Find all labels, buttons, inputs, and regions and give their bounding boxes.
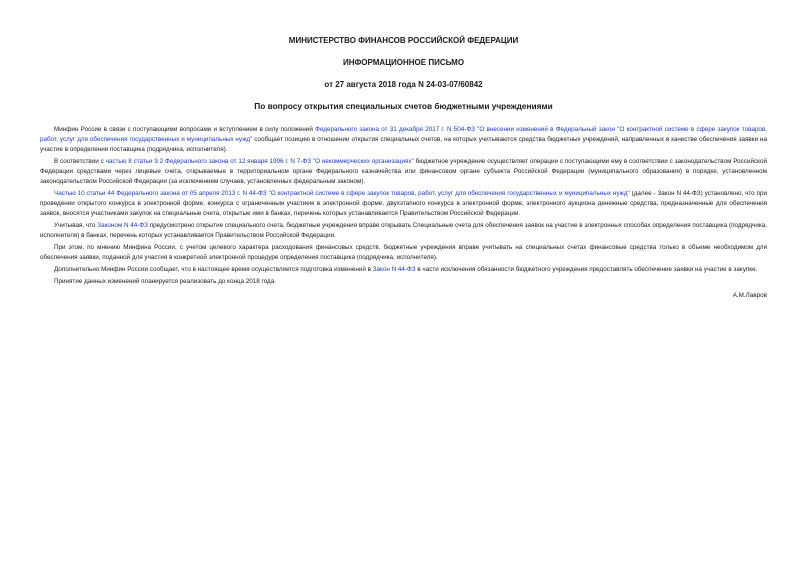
paragraph-5 xyxy=(40,243,767,263)
paragraph-2-text-a: В соответствии с xyxy=(54,158,106,165)
paragraph-6 xyxy=(40,265,767,275)
paragraph-7 xyxy=(40,277,767,287)
paragraph-3 xyxy=(40,189,767,219)
signature: А.М.Лавров xyxy=(732,292,767,299)
paragraph-4 xyxy=(40,221,767,241)
paragraph-1-text-b: сообщает позицию в отношении открытия специальных счетов, на которых учитываются средства бюджетных учреждений, направленных в качестве обеспечения заявки на участие в определении поставщика (подрядчика, исполнителя). xyxy=(40,136,767,153)
paragraph-4-text-b: предусмотрено открытие специального счета, бюджетные учреждения вправе открывать Специальные счета для обеспечения заявок на участие в электронных способах определения поставщика (подрядчика, исполнителя) в банках, перечень которых устанавливается Правительством Российской Федерации. xyxy=(40,222,767,239)
link-law-44-fz[interactable]: Законом N 44-ФЗ xyxy=(97,222,148,229)
paragraph-7-text-a: Принятие данных изменений планируется реализовать до конца 2018 года. xyxy=(54,278,276,285)
paragraph-3-text-a: (далее - Закон N 44-ФЗ) установлено, что при проведении открытого конкурса в электронной форме, конкурса с ограниченным участием в электронной форме, двухэтапного конкурса в электронной форме, электронного аукциона денежные средства, предназначенные для обеспечения заявок, вносятся участниками закупок на специальные счета, открытые ими в банках, перечень которых устанавливается Правительством Российской Федерации. xyxy=(40,190,767,217)
letter-body xyxy=(40,125,767,287)
paragraph-1 xyxy=(40,125,767,155)
paragraph-2-text-b: бюджетное учреждение осуществляет операции с поступающими ему в соответствии с законодательством Российской Федерации средствами через лицевые счета, открываемые в территориальном органе Федерального казначейства или финансовом органе субъекта Российской Федерации (муниципального образования) в порядке, установленном законодательством Российской Федерации (за исключением случаев, установленных федеральным законом). xyxy=(40,158,767,185)
link-law-44-fz-amendments[interactable]: Закон N 44-ФЗ xyxy=(372,266,416,273)
subject-heading: По вопросу открытия специальных счетов бюджетными учреждениями xyxy=(254,101,553,111)
link-law-7-fz[interactable]: частью 8 статьи 9.2 Федерального закона от 12 января 1996 г. N 7-ФЗ "О некоммерческих организациях" xyxy=(105,158,414,165)
date-number-heading: от 27 августа 2018 года N 24-03-07/60842 xyxy=(324,80,483,89)
paragraph-6-text-a: Дополнительно Минфин России сообщает, что в настоящее время осуществляется подготовка изменений в xyxy=(54,266,373,273)
paragraph-5-text-a: При этом, по мнению Минфина России, с учетом целевого характера расходования финансовых средств, бюджетные учреждения вправе учитывать на специальных счетах финансовые средства только в объеме необходимом для обеспечения заявки, поданной для участия в конкретной электронной процедуре определения поставщика (подрядчика, исполнителя). xyxy=(40,244,767,261)
link-law-504-fz[interactable]: Федерального закона от 31 декабря 2017 г. N 504-ФЗ "О внесении изменений в Федеральный закон "О контрактной системе в сфере закупок товаров, работ, услуг для обеспечения государственных и муниципальных нужд" xyxy=(40,126,767,143)
document-type-heading: ИНФОРМАЦИОННОЕ ПИСЬМО xyxy=(342,58,465,67)
paragraph-1-text-a: Минфин России в связи с поступающими вопросами и вступлением в силу положений xyxy=(54,126,316,133)
paragraph-6-text-b: в части исключения обязанности бюджетного учреждения предоставлять обеспечение заявки на участие в закупке. xyxy=(415,266,758,273)
ministry-heading: МИНИСТЕРСТВО ФИНАНСОВ РОССИЙСКОЙ ФЕДЕРАЦИИ xyxy=(288,36,519,45)
paragraph-2 xyxy=(40,157,767,187)
paragraph-4-text-a: Учитывая, что xyxy=(54,222,98,229)
link-law-44-fz-article-44[interactable]: Частью 10 статьи 44 Федерального закона от 05 апреля 2013 г. N 44-ФЗ "О контрактной системе в сфере закупок товаров, работ, услуг для обеспечения государственных и муниципальных нужд" xyxy=(54,190,630,197)
